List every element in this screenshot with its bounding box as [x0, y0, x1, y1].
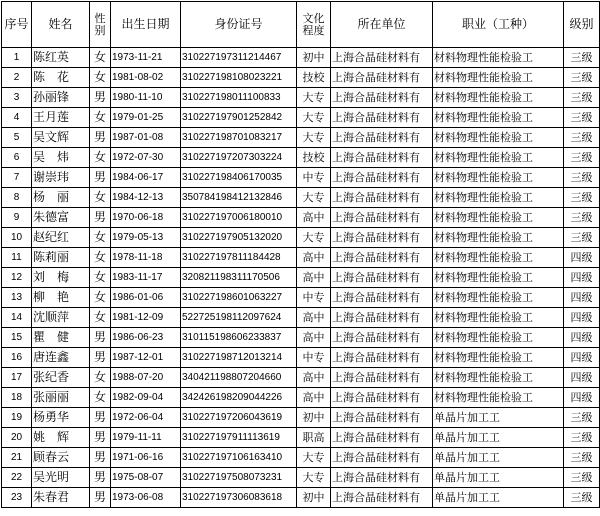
cell-unit: 上海合晶硅材料有: [331, 448, 433, 468]
cell-birth-date: 1979-11-11: [111, 428, 181, 448]
table-row: [2, 348, 600, 368]
cell-name: 张丽丽: [32, 388, 90, 408]
cell-index: 2: [2, 68, 32, 88]
cell-level: 四级: [564, 388, 600, 408]
roster-body: [2, 48, 600, 508]
cell-sex: 男: [90, 168, 111, 188]
table-row: [2, 488, 600, 508]
cell-education: 职高: [297, 428, 331, 448]
cell-id-number: 310115198606233837: [181, 328, 297, 348]
cell-birth-date: 1973-06-08: [111, 488, 181, 508]
cell-level: 三级: [564, 448, 600, 468]
cell-occupation: 单晶片加工工: [433, 408, 564, 428]
cell-name: 杨勇华: [32, 408, 90, 428]
cell-unit: 上海合晶硅材料有: [331, 228, 433, 248]
header-birth: 出生日期: [111, 2, 181, 48]
cell-education: 高中: [297, 368, 331, 388]
table-row: [2, 248, 600, 268]
table-row: [2, 88, 600, 108]
header-unit: 所在单位: [331, 2, 433, 48]
cell-sex: 女: [90, 368, 111, 388]
cell-birth-date: 1984-06-17: [111, 168, 181, 188]
cell-birth-date: 1984-12-13: [111, 188, 181, 208]
cell-birth-date: 1980-11-10: [111, 88, 181, 108]
cell-level: 四级: [564, 288, 600, 308]
cell-sex: 男: [90, 428, 111, 448]
cell-level: 三级: [564, 128, 600, 148]
cell-name: 赵纪红: [32, 228, 90, 248]
cell-birth-date: 1987-12-01: [111, 348, 181, 368]
cell-index: 16: [2, 348, 32, 368]
cell-index: 11: [2, 248, 32, 268]
cell-index: 9: [2, 208, 32, 228]
cell-id-number: 350784198412132846: [181, 188, 297, 208]
cell-level: 四级: [564, 308, 600, 328]
cell-sex: 男: [90, 128, 111, 148]
cell-id-number: 310227197508073231: [181, 468, 297, 488]
cell-birth-date: 1986-06-23: [111, 328, 181, 348]
cell-occupation: 单晶片加工工: [433, 428, 564, 448]
cell-name: 陈莉丽: [32, 248, 90, 268]
cell-sex: 女: [90, 308, 111, 328]
cell-name: 唐连鑫: [32, 348, 90, 368]
cell-id-number: 310227197206043619: [181, 408, 297, 428]
header-index: 序号: [2, 2, 32, 48]
table-row: [2, 328, 600, 348]
cell-id-number: 310227197311214467: [181, 48, 297, 68]
cell-level: 三级: [564, 108, 600, 128]
cell-occupation: 材料物理性能检验工: [433, 268, 564, 288]
cell-id-number: 310227197106163410: [181, 448, 297, 468]
cell-birth-date: 1975-08-07: [111, 468, 181, 488]
cell-occupation: 材料物理性能检验工: [433, 368, 564, 388]
cell-id-number: 310227197811184428: [181, 248, 297, 268]
cell-sex: 男: [90, 468, 111, 488]
table-row: [2, 208, 600, 228]
cell-name: 姚 辉: [32, 428, 90, 448]
cell-unit: 上海合晶硅材料有: [331, 368, 433, 388]
cell-sex: 女: [90, 188, 111, 208]
cell-education: 大专: [297, 228, 331, 248]
cell-sex: 男: [90, 408, 111, 428]
header-row: [2, 2, 600, 48]
cell-sex: 女: [90, 108, 111, 128]
cell-id-number: 310227198011100833: [181, 88, 297, 108]
table-row: [2, 108, 600, 128]
table-row: [2, 308, 600, 328]
cell-level: 三级: [564, 88, 600, 108]
cell-education: 高中: [297, 268, 331, 288]
cell-education: 技校: [297, 68, 331, 88]
table-row: [2, 168, 600, 188]
cell-unit: 上海合晶硅材料有: [331, 348, 433, 368]
cell-unit: 上海合晶硅材料有: [331, 148, 433, 168]
cell-sex: 男: [90, 328, 111, 348]
cell-name: 刘 梅: [32, 268, 90, 288]
cell-occupation: 材料物理性能检验工: [433, 328, 564, 348]
cell-id-number: 310227198601063227: [181, 288, 297, 308]
cell-sex: 男: [90, 208, 111, 228]
cell-sex: 女: [90, 228, 111, 248]
cell-occupation: 材料物理性能检验工: [433, 348, 564, 368]
cell-education: 大专: [297, 128, 331, 148]
cell-education: 技校: [297, 148, 331, 168]
cell-index: 12: [2, 268, 32, 288]
cell-occupation: 单晶片加工工: [433, 488, 564, 508]
cell-level: 三级: [564, 228, 600, 248]
cell-id-number: 340421198807204660: [181, 368, 297, 388]
table-row: [2, 48, 600, 68]
cell-education: 大专: [297, 448, 331, 468]
cell-birth-date: 1987-01-08: [111, 128, 181, 148]
cell-unit: 上海合晶硅材料有: [331, 488, 433, 508]
cell-id-number: 522725198112097624: [181, 308, 297, 328]
cell-name: 沈顺萍: [32, 308, 90, 328]
cell-index: 21: [2, 448, 32, 468]
cell-sex: 女: [90, 148, 111, 168]
cell-birth-date: 1972-06-04: [111, 408, 181, 428]
cell-id-number: 310227197901252842: [181, 108, 297, 128]
cell-unit: 上海合晶硅材料有: [331, 268, 433, 288]
cell-occupation: 材料物理性能检验工: [433, 88, 564, 108]
table-row: [2, 408, 600, 428]
cell-occupation: 材料物理性能检验工: [433, 128, 564, 148]
cell-id-number: 310227197006180010: [181, 208, 297, 228]
cell-level: 三级: [564, 428, 600, 448]
cell-index: 4: [2, 108, 32, 128]
header-level: 级别: [564, 2, 600, 48]
cell-level: 三级: [564, 168, 600, 188]
cell-name: 陈红英: [32, 48, 90, 68]
cell-name: 张纪香: [32, 368, 90, 388]
cell-name: 杨 丽: [32, 188, 90, 208]
cell-sex: 男: [90, 348, 111, 368]
cell-index: 18: [2, 388, 32, 408]
cell-index: 15: [2, 328, 32, 348]
table-row: [2, 228, 600, 248]
cell-education: 高中: [297, 308, 331, 328]
cell-occupation: 材料物理性能检验工: [433, 48, 564, 68]
cell-index: 10: [2, 228, 32, 248]
cell-id-number: 310227197207303224: [181, 148, 297, 168]
cell-id-number: 342426198209044226: [181, 388, 297, 408]
cell-birth-date: 1979-05-13: [111, 228, 181, 248]
table-row: [2, 368, 600, 388]
cell-name: 瞿 健: [32, 328, 90, 348]
table-row: [2, 188, 600, 208]
cell-education: 初中: [297, 488, 331, 508]
cell-index: 13: [2, 288, 32, 308]
cell-education: 中专: [297, 168, 331, 188]
cell-education: 大专: [297, 108, 331, 128]
cell-index: 7: [2, 168, 32, 188]
cell-unit: 上海合晶硅材料有: [331, 108, 433, 128]
cell-education: 中专: [297, 288, 331, 308]
cell-level: 四级: [564, 328, 600, 348]
cell-unit: 上海合晶硅材料有: [331, 188, 433, 208]
cell-birth-date: 1979-01-25: [111, 108, 181, 128]
cell-index: 17: [2, 368, 32, 388]
cell-occupation: 单晶片加工工: [433, 448, 564, 468]
cell-education: 中专: [297, 348, 331, 368]
cell-name: 柳 艳: [32, 288, 90, 308]
cell-unit: 上海合晶硅材料有: [331, 328, 433, 348]
table-row: [2, 468, 600, 488]
cell-sex: 女: [90, 288, 111, 308]
cell-birth-date: 1971-06-16: [111, 448, 181, 468]
cell-sex: 男: [90, 488, 111, 508]
cell-name: 朱春君: [32, 488, 90, 508]
cell-unit: 上海合晶硅材料有: [331, 208, 433, 228]
cell-id-number: 310227198712013214: [181, 348, 297, 368]
cell-level: 三级: [564, 68, 600, 88]
cell-education: 高中: [297, 388, 331, 408]
cell-level: 四级: [564, 348, 600, 368]
cell-occupation: 材料物理性能检验工: [433, 248, 564, 268]
cell-index: 3: [2, 88, 32, 108]
cell-occupation: 材料物理性能检验工: [433, 168, 564, 188]
cell-index: 22: [2, 468, 32, 488]
cell-sex: 女: [90, 68, 111, 88]
cell-index: 8: [2, 188, 32, 208]
cell-sex: 女: [90, 248, 111, 268]
cell-unit: 上海合晶硅材料有: [331, 388, 433, 408]
cell-education: 大专: [297, 188, 331, 208]
cell-id-number: 310227197306083618: [181, 488, 297, 508]
table-row: [2, 288, 600, 308]
cell-name: 陈 花: [32, 68, 90, 88]
cell-id-number: 310227197905132020: [181, 228, 297, 248]
cell-occupation: 材料物理性能检验工: [433, 388, 564, 408]
cell-name: 朱德富: [32, 208, 90, 228]
cell-unit: 上海合晶硅材料有: [331, 428, 433, 448]
cell-level: 四级: [564, 248, 600, 268]
cell-id-number: 310227197911113619: [181, 428, 297, 448]
cell-occupation: 材料物理性能检验工: [433, 148, 564, 168]
cell-index: 14: [2, 308, 32, 328]
cell-occupation: 材料物理性能检验工: [433, 288, 564, 308]
roster-table: [1, 1, 600, 508]
cell-unit: 上海合晶硅材料有: [331, 468, 433, 488]
cell-sex: 男: [90, 88, 111, 108]
cell-education: 初中: [297, 408, 331, 428]
cell-education: 大专: [297, 88, 331, 108]
cell-occupation: 材料物理性能检验工: [433, 228, 564, 248]
cell-education: 初中: [297, 48, 331, 68]
cell-name: 吴光明: [32, 468, 90, 488]
cell-unit: 上海合晶硅材料有: [331, 88, 433, 108]
table-row: [2, 448, 600, 468]
cell-level: 三级: [564, 488, 600, 508]
table-row: [2, 428, 600, 448]
cell-unit: 上海合晶硅材料有: [331, 48, 433, 68]
cell-unit: 上海合晶硅材料有: [331, 308, 433, 328]
cell-level: 三级: [564, 208, 600, 228]
cell-occupation: 材料物理性能检验工: [433, 108, 564, 128]
cell-unit: 上海合晶硅材料有: [331, 288, 433, 308]
cell-level: 四级: [564, 268, 600, 288]
cell-id-number: 310227198108023221: [181, 68, 297, 88]
cell-name: 顾春云: [32, 448, 90, 468]
cell-education: 高中: [297, 248, 331, 268]
cell-unit: 上海合晶硅材料有: [331, 128, 433, 148]
cell-name: 谢崇玮: [32, 168, 90, 188]
cell-occupation: 单晶片加工工: [433, 468, 564, 488]
cell-occupation: 材料物理性能检验工: [433, 68, 564, 88]
cell-occupation: 材料物理性能检验工: [433, 308, 564, 328]
cell-birth-date: 1988-07-20: [111, 368, 181, 388]
cell-id-number: 310227198406170035: [181, 168, 297, 188]
header-sex: 性别: [90, 2, 111, 48]
cell-index: 19: [2, 408, 32, 428]
cell-birth-date: 1970-06-18: [111, 208, 181, 228]
cell-id-number: 310227198701083217: [181, 128, 297, 148]
cell-occupation: 材料物理性能检验工: [433, 208, 564, 228]
cell-occupation: 材料物理性能检验工: [433, 188, 564, 208]
table-row: [2, 68, 600, 88]
cell-level: 三级: [564, 468, 600, 488]
cell-birth-date: 1983-11-17: [111, 268, 181, 288]
cell-birth-date: 1981-08-02: [111, 68, 181, 88]
header-education: 文化程度: [297, 2, 331, 48]
cell-sex: 女: [90, 48, 111, 68]
cell-birth-date: 1982-09-04: [111, 388, 181, 408]
cell-index: 1: [2, 48, 32, 68]
cell-birth-date: 1972-07-30: [111, 148, 181, 168]
cell-index: 6: [2, 148, 32, 168]
table-row: [2, 388, 600, 408]
header-id-number: 身份证号: [181, 2, 297, 48]
cell-sex: 男: [90, 448, 111, 468]
cell-name: 孙丽锋: [32, 88, 90, 108]
cell-unit: 上海合晶硅材料有: [331, 168, 433, 188]
header-name: 姓名: [32, 2, 90, 48]
cell-unit: 上海合晶硅材料有: [331, 408, 433, 428]
cell-index: 20: [2, 428, 32, 448]
table-row: [2, 128, 600, 148]
cell-birth-date: 1978-11-18: [111, 248, 181, 268]
cell-sex: 女: [90, 268, 111, 288]
cell-level: 三级: [564, 408, 600, 428]
cell-level: 四级: [564, 368, 600, 388]
cell-unit: 上海合晶硅材料有: [331, 68, 433, 88]
header-occupation: 职业（工种）: [433, 2, 564, 48]
cell-name: 吴文辉: [32, 128, 90, 148]
table-row: [2, 148, 600, 168]
cell-education: 高中: [297, 208, 331, 228]
cell-education: 高中: [297, 328, 331, 348]
cell-id-number: 320821198311170506: [181, 268, 297, 288]
cell-level: 三级: [564, 148, 600, 168]
cell-name: 王月莲: [32, 108, 90, 128]
cell-birth-date: 1973-11-21: [111, 48, 181, 68]
cell-birth-date: 1981-12-09: [111, 308, 181, 328]
cell-level: 三级: [564, 188, 600, 208]
table-row: [2, 268, 600, 288]
cell-birth-date: 1986-01-06: [111, 288, 181, 308]
cell-level: 三级: [564, 48, 600, 68]
cell-name: 吴 炜: [32, 148, 90, 168]
cell-sex: 女: [90, 388, 111, 408]
cell-index: 5: [2, 128, 32, 148]
cell-education: 大专: [297, 468, 331, 488]
cell-index: 23: [2, 488, 32, 508]
cell-unit: 上海合晶硅材料有: [331, 248, 433, 268]
